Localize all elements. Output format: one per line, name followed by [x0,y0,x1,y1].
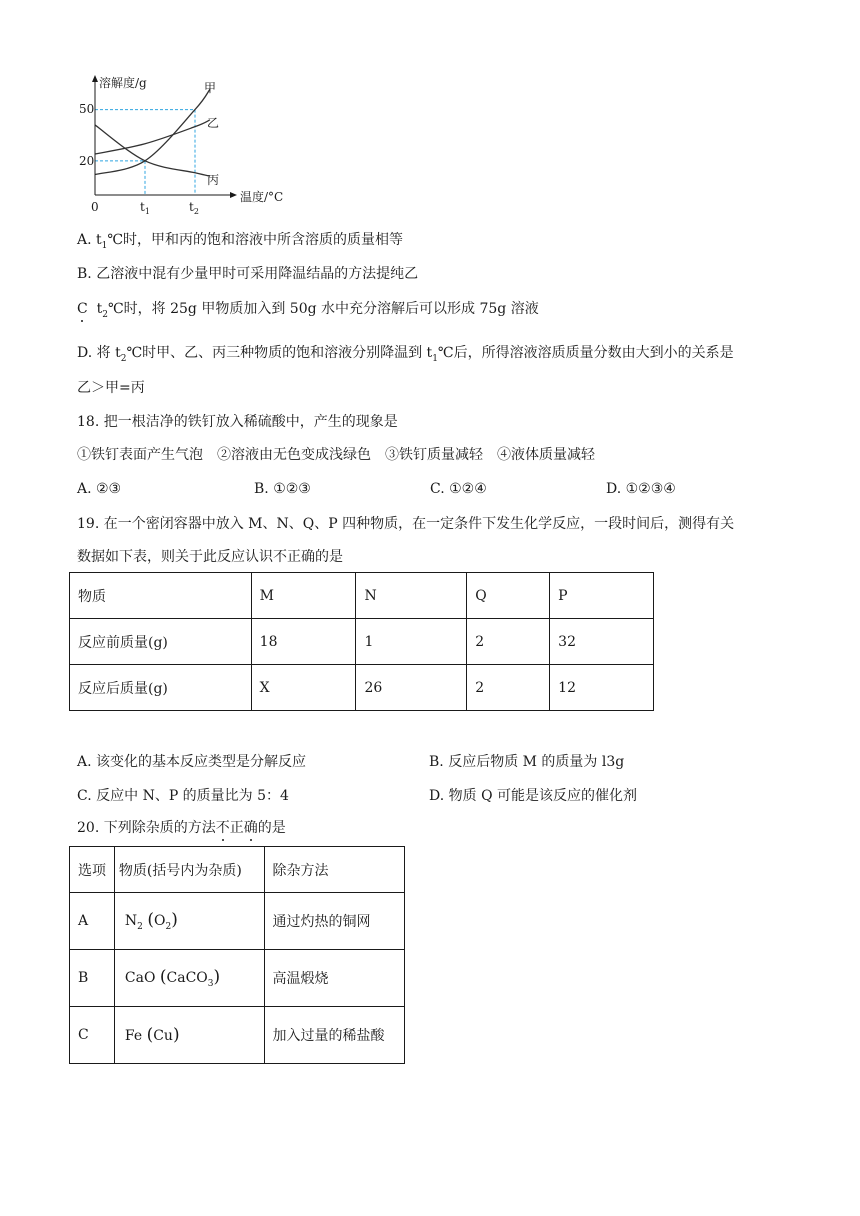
table-cell: 2 [467,665,550,711]
curves [95,89,210,176]
table-row [70,950,405,1007]
curve-jia [95,89,210,174]
q17-option-d-continued: 乙＞甲=丙 [77,380,145,396]
q19-data-table [69,572,654,711]
table-cell: CaO (CaCO$_3$) [114,950,264,1007]
q19-option-c: C. 反应中 N、P 的质量比为 5：4 [77,788,289,804]
table-cell: Q [467,573,550,619]
table-row [70,893,405,950]
x-axis-arrow [230,192,237,198]
table-cell: N [356,573,467,619]
q17-option-d: D. 将 $t_2℃$时甲、乙、丙三种物质的饱和溶液分别降温到 $t_1℃$后，所得溶液溶质质量分数由大到小的关系是 [77,345,734,364]
q19-stem-line2: 数据如下表，则关于此反应认识不正确的是 [77,549,343,565]
table-cell: 反应前质量(g) [70,619,252,665]
table-cell: X [251,665,356,711]
table-cell: 18 [251,619,356,665]
q20-purification-table [69,846,405,1064]
table-row [70,573,654,619]
y-tick-20: 20 [79,154,95,168]
q18-items: ①铁钉表面产生气泡 ②溶液由无色变成浅绿色 ③铁钉质量减轻 ④液体质量减轻 [77,447,595,463]
table-cell: 高温煅烧 [264,950,404,1007]
guide-lines [95,110,195,195]
q17-option-b: B. 乙溶液中混有少量甲时可采用降温结晶的方法提纯乙 [77,266,419,282]
table-header: 除杂方法 [264,847,404,893]
table-cell: B [70,950,115,1007]
table-row [70,847,405,893]
x-axis-label: 温度/°C [240,190,284,204]
table-header: 选项 [70,847,115,893]
table-cell: 2 [467,619,550,665]
q18-option-a: A. ②③ [77,481,122,497]
table-cell: 32 [550,619,654,665]
table-cell: 物质 [70,573,252,619]
table-row [70,1007,405,1064]
x-tick-t1: $t_1$ [140,200,150,216]
q19-option-b: B. 反应后物质 M 的质量为 l3g [429,754,625,770]
q19-stem-line1: 19. 在一个密闭容器中放入 M、N、Q、P 四种物质，在一定条件下发生化学反应，一段时间后，测得有关 [77,516,735,532]
q19-option-a: A. 该变化的基本反应类型是分解反应 [77,754,307,770]
table-cell: 反应后质量(g) [70,665,252,711]
q18-option-d: D. ①②③④ [606,481,676,497]
q17-option-c: C $t_2℃$时，将 25g 甲物质加入到 50g 水中充分溶解后可以形成 75g 溶液 [77,301,539,320]
table-cell: $N_2$ $(O_2)$ [114,893,264,950]
y-tick-50: 50 [79,102,95,116]
q19-option-d: D. 物质 Q 可能是该反应的催化剂 [429,788,638,804]
q18-option-b: B. ①②③ [254,481,311,497]
q20-stem: 20. 下列除杂质的方法不正确的是 [77,820,286,836]
y-axis-label: 溶解度/g [99,76,147,90]
table-header: 物质(括号内为杂质) [114,847,264,893]
table-cell: 12 [550,665,654,711]
solubility-chart [78,74,298,222]
q17-option-a: A. $t_1℃$时，甲和丙的饱和溶液中所含溶质的质量相等 [77,232,404,251]
table-cell: C [70,1007,115,1064]
table-row [70,619,654,665]
table-cell: M [251,573,356,619]
curve-yi [95,120,210,154]
table-row [70,665,654,711]
table-cell: 加入过量的稀盐酸 [264,1007,404,1064]
table-cell: 1 [356,619,467,665]
table-cell: Fe (Cu) [114,1007,264,1064]
q18-stem: 18. 把一根洁净的铁钉放入稀硫酸中，产生的现象是 [77,414,398,430]
table-cell: 26 [356,665,467,711]
table-cell: A [70,893,115,950]
table-cell: 通过灼热的铜网 [264,893,404,950]
table-cell: P [550,573,654,619]
x-tick-t2: $t_2$ [189,200,199,216]
series-label-yi: 乙 [207,116,220,130]
series-label-jia: 甲 [204,81,217,95]
q18-option-c: C. ①②④ [430,481,487,497]
origin-label: 0 [91,200,99,214]
series-label-bing: 丙 [207,173,220,187]
y-axis-arrow [92,75,98,82]
